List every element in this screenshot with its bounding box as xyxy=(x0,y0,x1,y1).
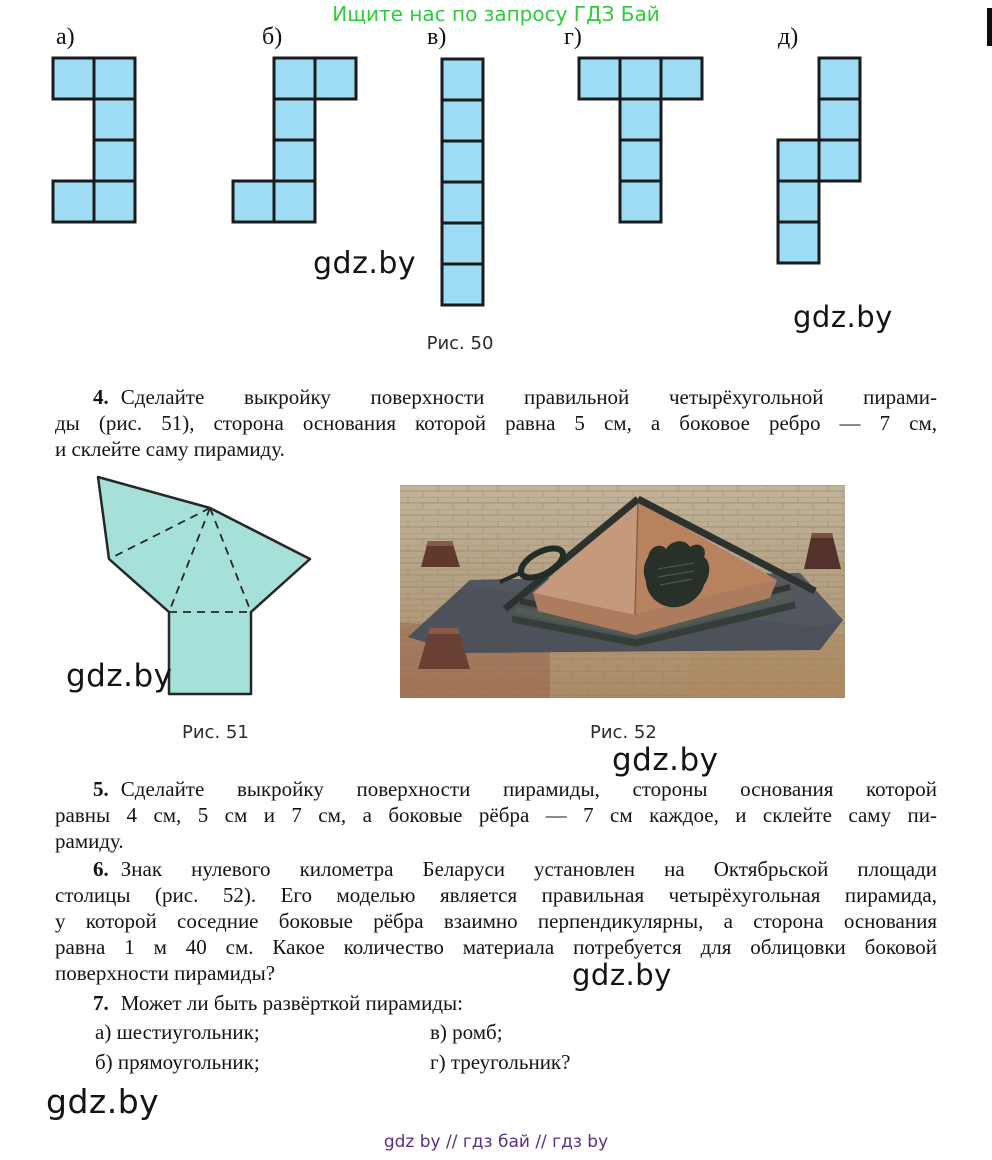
answer-option: а) шестиугольник; xyxy=(95,1020,260,1044)
text-line: у которой соседние боковые рёбра взаимно перпендикулярны, а сторона основания xyxy=(55,909,937,933)
bollard-left-bottom-face xyxy=(428,628,460,634)
gdz-watermark: gdz.by xyxy=(612,742,719,778)
answer-option: г) треугольник? xyxy=(430,1050,571,1074)
figure52-caption: Рис. 52 xyxy=(590,722,657,743)
text: Знак нулевого километра Беларуси установлен на Октябрьской площади xyxy=(120,857,937,881)
gdz-watermark: gdz.by xyxy=(313,246,417,281)
gdz-watermark: gdz.by xyxy=(66,658,173,694)
figure51-caption: Рис. 51 xyxy=(182,722,249,743)
gdz-watermark: gdz.by xyxy=(46,1082,160,1121)
figure52-photo xyxy=(400,485,845,698)
text-line: ды (рис. 51), сторона основания которой равна 5 см, а боковое ребро — 7 см, xyxy=(55,411,937,435)
text-line: равны 4 см, 5 см и 7 см, а боковые рёбра — 7 см каждое, и склейте саму пи- xyxy=(55,803,937,827)
text-line: столицы (рис. 52). Его моделью является правильная четырёхугольная пирамида, xyxy=(55,883,937,907)
figure50-shape-label: б) xyxy=(262,24,283,50)
figure50-shape-а xyxy=(50,55,138,225)
text: Может ли быть развёрткой пирамиды: xyxy=(120,991,463,1015)
problem-6 xyxy=(55,856,937,986)
problem-number: 5. xyxy=(93,777,109,801)
problem-4 xyxy=(55,384,937,462)
text-line xyxy=(55,776,937,802)
figure50-shape-б xyxy=(230,55,359,225)
answer-option: б) прямоугольник; xyxy=(95,1050,260,1074)
promo-banner: Ищите нас по запросу ГДЗ Бай xyxy=(332,2,660,26)
gdz-watermark: gdz.by xyxy=(793,300,893,334)
text-line xyxy=(55,990,937,1016)
figure50-shapes xyxy=(0,0,992,330)
bollard-right-face xyxy=(811,533,833,538)
problem-number: 6. xyxy=(93,857,109,881)
figure50-shape-label: а) xyxy=(56,24,75,50)
figure50-shape-г xyxy=(576,55,705,225)
bollard-left-top-face xyxy=(426,541,454,546)
problem-5 xyxy=(55,776,937,854)
figure50-shape-label: д) xyxy=(778,24,799,50)
figure50-shape-д xyxy=(775,55,863,266)
footer-links: gdz by // гдз бай // гдз by xyxy=(383,1132,609,1152)
text-line: равна 1 м 40 см. Какое количество материала потребуется для облицовки боковой xyxy=(55,935,937,959)
problem-number: 7. xyxy=(93,991,109,1015)
figure50-caption: Рис. 50 xyxy=(426,333,494,354)
text-line: поверхности пирамиды? xyxy=(55,961,276,985)
figure50-shape-label: в) xyxy=(427,24,447,50)
text-line xyxy=(55,856,937,882)
problem-number: 4. xyxy=(93,385,109,409)
answer-option: в) ромб; xyxy=(430,1020,503,1044)
gdz-watermark: gdz.by xyxy=(572,958,672,992)
text-line xyxy=(55,384,937,410)
text-line: и склейте саму пирамиду. xyxy=(55,437,285,461)
text-line: рамиду. xyxy=(55,829,124,853)
problem-7 xyxy=(55,990,937,1016)
figure50-shape-label: г) xyxy=(564,24,582,50)
text: Сделайте выкройку поверхности правильной четырёхугольной пирами- xyxy=(120,385,937,409)
text: Сделайте выкройку поверхности пирамиды, стороны основания которой xyxy=(120,777,937,801)
figure50-shape-в xyxy=(439,56,486,308)
